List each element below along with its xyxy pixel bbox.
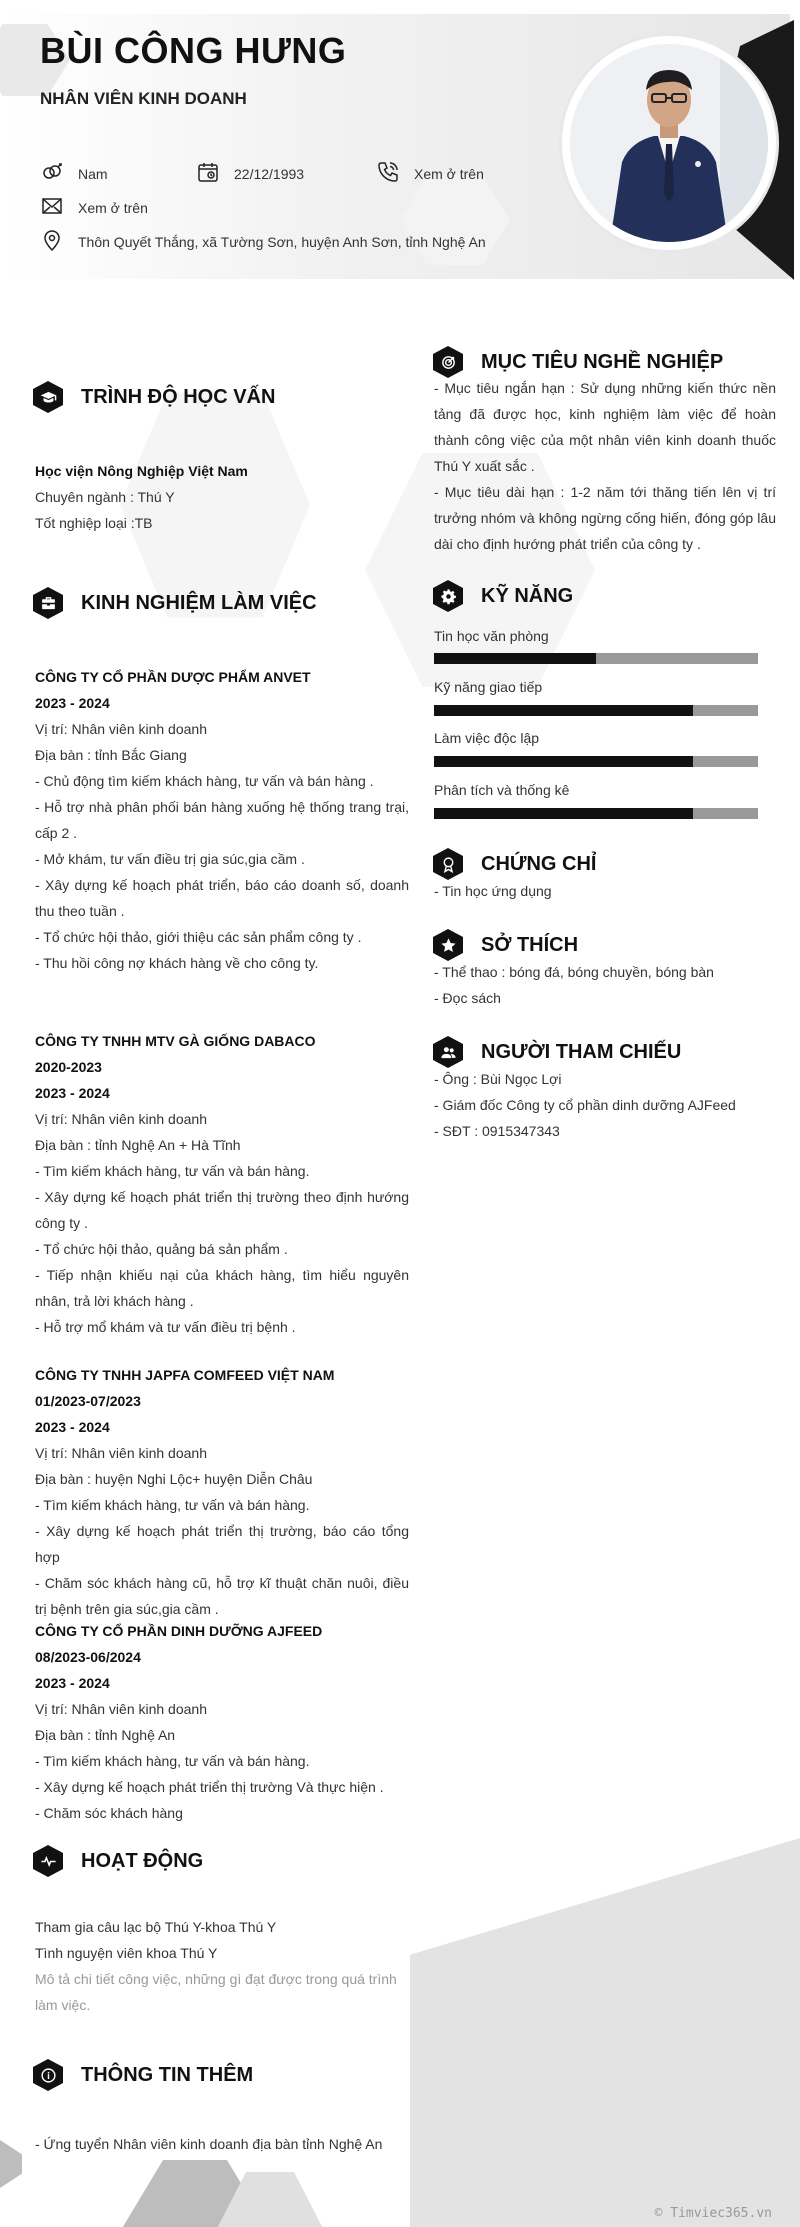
skills-heading-label: KỸ NĂNG bbox=[481, 584, 574, 607]
mail-icon bbox=[40, 194, 64, 221]
skill-bar-fill bbox=[434, 705, 693, 716]
activities-heading-label: HOẠT ĐỘNG bbox=[81, 1849, 204, 1872]
graduation-cap-icon bbox=[33, 381, 63, 413]
background-panel bbox=[410, 1838, 800, 2227]
experience-heading bbox=[33, 587, 317, 619]
job-line: Vị trí: Nhân viên kinh doanh bbox=[35, 1445, 207, 1461]
job-company: CÔNG TY CỔ PHẦN DINH DƯỠNG AJFEED bbox=[35, 1623, 323, 1639]
education-block bbox=[35, 458, 415, 536]
gender-row bbox=[40, 160, 108, 187]
certificates-heading-label: CHỨNG CHỈ bbox=[481, 852, 597, 875]
skill-bar bbox=[434, 653, 758, 664]
job-entry bbox=[35, 1028, 409, 1340]
job-line: - Tìm kiếm khách hàng, tư vấn và bán hàng. bbox=[35, 1497, 310, 1513]
avatar bbox=[570, 44, 768, 242]
pulse-icon bbox=[33, 1845, 63, 1877]
skills-heading bbox=[433, 580, 573, 612]
skill-bar-fill bbox=[434, 756, 693, 767]
skill-bar bbox=[434, 756, 758, 767]
objective-block bbox=[434, 375, 776, 557]
job-line: Địa bàn : tỉnh Nghệ An + Hà Tĩnh bbox=[35, 1137, 241, 1153]
job-line: - Tìm kiếm khách hàng, tư vấn và bán hàng. bbox=[35, 1163, 310, 1179]
activities-block bbox=[35, 1914, 409, 2018]
reference-line: - Ông : Bùi Ngọc Lợi bbox=[434, 1071, 562, 1087]
phone-value: Xem ở trên bbox=[414, 165, 484, 182]
school-grade: Tốt nghiệp loại :TB bbox=[35, 515, 153, 531]
reference-line: - SĐT : 0915347343 bbox=[434, 1123, 560, 1139]
objective-long-term: - Mục tiêu dài hạn : 1-2 năm tới thăng tiến lên vị trí trưởng nhóm và không ngừng cống hiến, đóng góp lâu dài cho định hướng phát triển của công ty . bbox=[434, 484, 776, 552]
job-dates: 2023 - 2024 bbox=[35, 1419, 110, 1435]
job-company: CÔNG TY TNHH JAPFA COMFEED VIỆT NAM bbox=[35, 1367, 335, 1383]
medal-icon bbox=[433, 848, 463, 880]
references-heading bbox=[433, 1036, 681, 1068]
certificates-heading bbox=[433, 848, 596, 880]
job-line: - Xây dựng kế hoạch phát triển thị trường theo định hướng công ty . bbox=[35, 1189, 409, 1231]
location-pin-icon bbox=[40, 228, 64, 255]
job-entry bbox=[35, 664, 409, 976]
footer-watermark: © Timviec365.vn bbox=[654, 2206, 772, 2221]
skill-bar-fill bbox=[434, 808, 693, 819]
experience-heading-label: KINH NGHIỆM LÀM VIỆC bbox=[81, 591, 317, 614]
activity-placeholder: Mô tả chi tiết công việc, những gì đạt được trong quá trình làm việc. bbox=[35, 1971, 397, 2013]
more-info-heading bbox=[33, 2059, 253, 2091]
birthday-value: 22/12/1993 bbox=[234, 165, 305, 182]
certificate-line: - Tin học ứng dụng bbox=[434, 883, 552, 899]
job-line: Địa bàn : huyện Nghi Lộc+ huyện Diễn Châu bbox=[35, 1471, 313, 1487]
users-icon bbox=[433, 1036, 463, 1068]
job-entry bbox=[35, 1618, 409, 1826]
school-major: Chuyên ngành : Thú Y bbox=[35, 489, 175, 505]
job-line: - Chăm sóc khách hàng bbox=[35, 1805, 183, 1821]
target-icon bbox=[433, 346, 463, 378]
job-dates: 2023 - 2024 bbox=[35, 695, 110, 711]
address-value: Thôn Quyết Thắng, xã Tường Sơn, huyện Anh Sơn, tỉnh Nghệ An bbox=[78, 233, 486, 250]
education-heading-label: TRÌNH ĐỘ HỌC VẤN bbox=[81, 385, 276, 408]
hobbies-block bbox=[434, 959, 776, 1011]
job-line: - Xây dựng kế hoạch phát triển thị trường Và thực hiện . bbox=[35, 1779, 384, 1795]
job-line: - Hỗ trợ nhà phân phối bán hàng xuống hệ thống trang trại, cấp 2 . bbox=[35, 799, 409, 841]
job-company: CÔNG TY TNHH MTV GÀ GIỐNG DABACO bbox=[35, 1033, 316, 1049]
activity-line: Tình nguyện viên khoa Thú Y bbox=[35, 1945, 218, 1961]
skill-name: Tin học văn phòng bbox=[434, 628, 549, 644]
job-line: - Thu hồi công nợ khách hàng về cho công ty. bbox=[35, 955, 319, 971]
info-icon bbox=[33, 2059, 63, 2091]
activity-line: Tham gia câu lạc bộ Thú Y-khoa Thú Y bbox=[35, 1919, 277, 1935]
job-line: Địa bàn : tỉnh Bắc Giang bbox=[35, 747, 187, 763]
briefcase-icon bbox=[33, 587, 63, 619]
phone-row bbox=[376, 160, 484, 187]
references-block bbox=[434, 1066, 776, 1144]
job-line: - Mở khám, tư vấn điều trị gia súc,gia cầm . bbox=[35, 851, 305, 867]
skill-name: Làm việc độc lập bbox=[434, 730, 540, 746]
hobbies-heading-label: SỞ THÍCH bbox=[481, 933, 579, 956]
job-company: CÔNG TY CỔ PHẦN DƯỢC PHẨM ANVET bbox=[35, 669, 311, 685]
job-dates: 08/2023-06/2024 bbox=[35, 1649, 141, 1665]
candidate-name: BÙI CÔNG HƯNG bbox=[40, 30, 347, 71]
email-value: Xem ở trên bbox=[78, 199, 148, 216]
skill-name: Kỹ năng giao tiếp bbox=[434, 679, 543, 695]
job-line: Địa bàn : tỉnh Nghệ An bbox=[35, 1727, 176, 1743]
job-line: - Tìm kiếm khách hàng, tư vấn và bán hàng. bbox=[35, 1753, 310, 1769]
job-line: - Hỗ trợ mổ khám và tư vấn điều trị bệnh . bbox=[35, 1319, 296, 1335]
job-entry bbox=[35, 1362, 409, 1622]
job-dates: 2020-2023 bbox=[35, 1059, 102, 1075]
gender-icon bbox=[40, 160, 64, 187]
phone-icon bbox=[376, 160, 400, 187]
job-line: Vị trí: Nhân viên kinh doanh bbox=[35, 1701, 207, 1717]
hobbies-heading bbox=[433, 929, 578, 961]
job-line: - Tổ chức hội thảo, quảng bá sản phẩm . bbox=[35, 1241, 288, 1257]
job-line: - Tổ chức hội thảo, giới thiệu các sản phẩm công ty . bbox=[35, 929, 362, 945]
skill-bar-fill bbox=[434, 653, 596, 664]
skill-bar bbox=[434, 808, 758, 819]
skill-name: Phân tích và thống kê bbox=[434, 782, 570, 798]
job-dates: 2023 - 2024 bbox=[35, 1675, 110, 1691]
hobby-line: - Đọc sách bbox=[434, 990, 501, 1006]
objective-heading-label: MỤC TIÊU NGHỀ NGHIỆP bbox=[481, 350, 724, 373]
school-name: Học viện Nông Nghiệp Việt Nam bbox=[35, 463, 248, 479]
job-line: - Xây dựng kế hoạch phát triển thị trường, báo cáo tổng hợp bbox=[35, 1523, 409, 1565]
hobby-line: - Thể thao : bóng đá, bóng chuyền, bóng bàn bbox=[434, 964, 714, 980]
job-line: - Chăm sóc khách hàng cũ, hỗ trợ kĩ thuật chăn nuôi, điều trị bệnh trên gia súc,gia cầm . bbox=[35, 1575, 409, 1617]
job-line: Vị trí: Nhân viên kinh doanh bbox=[35, 1111, 207, 1127]
education-heading bbox=[33, 381, 275, 413]
address-row bbox=[40, 228, 486, 255]
skill-bar bbox=[434, 705, 758, 716]
more-info-heading-label: THÔNG TIN THÊM bbox=[81, 2063, 254, 2086]
job-dates: 01/2023-07/2023 bbox=[35, 1393, 141, 1409]
reference-line: - Giám đốc Công ty cổ phần dinh dưỡng AJFeed bbox=[434, 1097, 736, 1113]
candidate-job-title: NHÂN VIÊN KINH DOANH bbox=[40, 89, 247, 108]
activities-heading bbox=[33, 1845, 203, 1877]
objective-short-term: - Mục tiêu ngắn hạn : Sử dụng những kiến thức nền tảng đã được học, kinh nghiệm làm việc để hoàn thành công việc của một nhân viên kinh doanh thuốc Thú Y xuất sắc . bbox=[434, 380, 776, 474]
birthday-row bbox=[196, 160, 304, 187]
email-row bbox=[40, 194, 148, 221]
job-line: - Chủ động tìm kiếm khách hàng, tư vấn và bán hàng . bbox=[35, 773, 374, 789]
job-line: - Tiếp nhận khiếu nại của khách hàng, tìm hiểu nguyên nhân, trả lời khách hàng . bbox=[35, 1267, 409, 1309]
job-dates: 2023 - 2024 bbox=[35, 1085, 110, 1101]
decorative-shape bbox=[0, 2140, 22, 2188]
star-icon bbox=[433, 929, 463, 961]
calendar-icon bbox=[196, 160, 220, 187]
objective-heading bbox=[433, 346, 723, 378]
more-info-line: - Ứng tuyển Nhân viên kinh doanh địa bàn tỉnh Nghệ An bbox=[35, 2136, 383, 2152]
job-line: - Xây dựng kế hoạch phát triển, báo cáo doanh số, doanh thu theo tuần . bbox=[35, 877, 409, 919]
job-line: Vị trí: Nhân viên kinh doanh bbox=[35, 721, 207, 737]
gear-icon bbox=[433, 580, 463, 612]
references-heading-label: NGƯỜI THAM CHIẾU bbox=[481, 1040, 682, 1063]
gender-value: Nam bbox=[78, 165, 108, 182]
